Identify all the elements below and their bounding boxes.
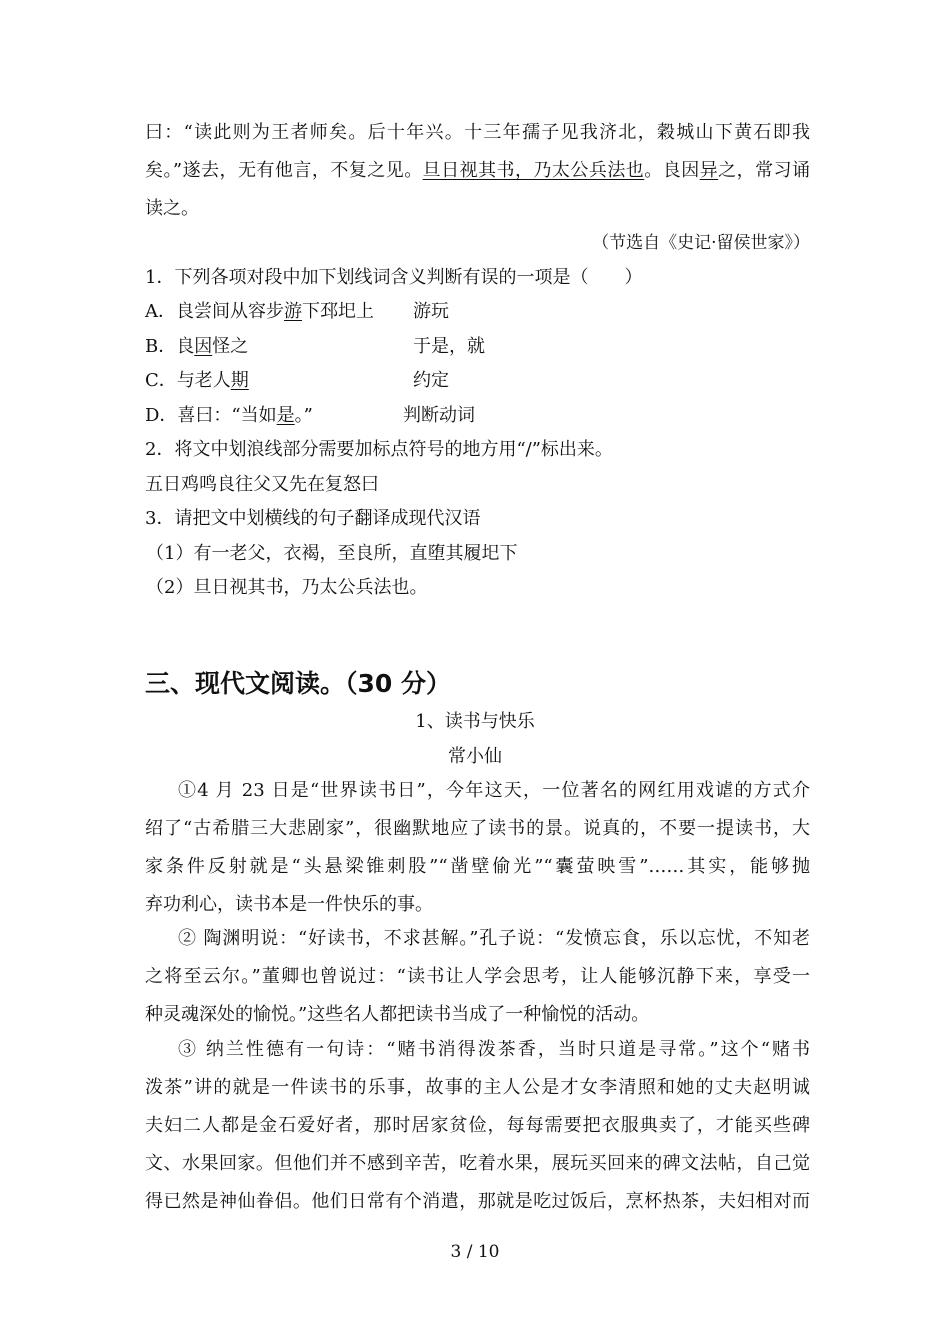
passage-line: 读之。 [145,198,199,219]
article-line: 之将至云尔。”董卿也曾说过：“读书让人学会思考，让人能够沉静下来，享受一 [145,966,810,987]
page-number: 3 / 10 [450,1242,500,1262]
section-heading: 三、现代文阅读。（30 分） [145,669,451,698]
article-line: 家条件反射就是“头悬梁锥刺股”“凿壁偷光”“囊萤映雪”……其实，能够抛 [145,856,810,877]
passage-text: 矣。”遂去，无有他言，不复之见。 [145,160,423,181]
passage-text: 。良因 [644,160,700,181]
option-b-meaning: 于是，就 [413,336,485,357]
passage-source: （节选自《史记·留侯世家》） [592,233,810,253]
underlined-sentence: 旦日视其书，乃太公兵法也 [422,160,645,181]
article-line: ①4 月 23 日是“世界读书日”，今年这天，一位著名的网红用戏谑的方式介 [178,780,810,801]
question-2-stem: 2．将文中划浪线部分需要加标点符号的地方用“/”标出来。 [145,439,613,460]
option-b: B．良因怪之 [145,336,249,357]
question-3-stem: 3．请把文中划横线的句子翻译成现代汉语 [145,508,481,529]
question-3-sentence-2: （2）旦日视其书，乃太公兵法也。 [146,577,428,598]
option-a-meaning: 游玩 [413,301,449,322]
question-2-text: 五日鸡鸣良往父又先在复怒曰 [145,474,379,495]
article-author: 常小仙 [448,746,502,767]
article-line: 夫妇二人都是金石爱好者，那时居家贫俭，每每需要把衣服典卖了，才能买些碑 [145,1115,810,1136]
passage-line [145,159,810,183]
article-line: 绍了“古希腊三大悲剧家”，很幽默地应了读书的景。说真的，不要一提读书，大 [145,818,810,839]
option-a: A．良尝间从容步游下邳圯上 [145,301,374,322]
article-line: ② 陶渊明说：“好读书，不求甚解。”孔子说：“发愤忘食，乐以忘忧，不知老 [178,928,810,949]
article-line: 弃功利心，读书本是一件快乐的事。 [145,894,433,915]
question-1-stem: 1．下列各项对段中加下划线词含义判断有误的一项是（ ） [145,267,643,288]
option-d: D．喜曰：“当如是。” [145,405,313,426]
option-c: C．与老人期 [145,370,249,391]
underlined-word: 异 [699,160,719,181]
article-title: 1、读书与快乐 [415,711,535,732]
option-c-meaning: 约定 [413,370,449,391]
passage-text: 之，常习诵 [718,160,811,181]
article-line: ③ 纳兰性德有一句诗：“赌书消得泼茶香，当时只道是寻常。”这个“赌书 [178,1039,810,1060]
question-3-sentence-1: （1）有一老父，衣褐，至良所，直堕其履圯下 [146,543,518,564]
passage-line: 曰：“读此则为王者师矣。后十年兴。十三年孺子见我济北，穀城山下黄石即我 [145,122,810,143]
article-line: 泼茶”讲的就是一件读书的乐事，故事的主人公是才女李清照和她的丈夫赵明诚 [145,1077,810,1098]
article-line: 得已然是神仙眷侣。他们日常有个消遣，那就是吃过饭后，烹杯热茶，夫妇相对而 [145,1191,810,1212]
option-d-meaning: 判断动词 [403,405,475,426]
article-line: 种灵魂深处的愉悦。”这些名人都把读书当成了一种愉悦的活动。 [145,1004,650,1025]
article-line: 文、水果回家。但他们并不感到辛苦，吃着水果，展玩买回来的碑文法帖，自己觉 [145,1153,810,1174]
